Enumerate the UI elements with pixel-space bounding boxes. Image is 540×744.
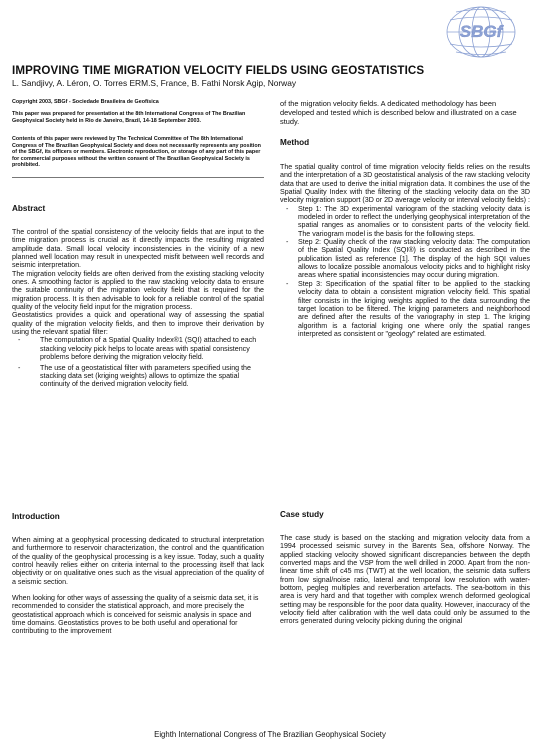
case-study-heading: Case study <box>280 510 324 519</box>
introduction-heading: Introduction <box>12 512 60 521</box>
abstract-bullet-list <box>12 336 264 388</box>
header-divider <box>12 177 264 178</box>
list-item: - Step 2: Quality check of the raw stacking velocity data: The computation of the Spatial Quality Index (SQI®) is conducted as described in the publication listed as reference [1]. The display of the high SQI values allows to localize possible anomalous velocity picks and to highlight risky areas where spatial inconsistencies may occur during migration. <box>286 238 530 280</box>
intro-continuation-text: of the migration velocity fields. A dedicated methodology has been developed and tested which is described below and illustrated on a case study. <box>280 99 517 126</box>
abstract-heading: Abstract <box>12 204 46 213</box>
list-item: - The use of a geostatistical filter with parameters specified using the stacking data set (kriging weights) allows to optimize the spatial continuity of the derived migration velocity field. <box>18 363 251 389</box>
bullet-text: The computation of a Spatial Quality Index®1 (SQI) attached to each stacking velocity pick helps to locate areas with spatial consistency problems before deriving the migration velocity field. <box>40 336 257 362</box>
method-paragraph: The spatial quality control of time migration velocity fields relies on the results and the interpretation of a 3D geostatistical analysis of the raw stacking velocity data that are used to derive the initial migration data. It combines the use of the Spatial Quality Index with the filtering of the stacking velocity data on the 3D velocity migration support (3D or 2D average velocity or interval velocity fields) : <box>280 163 530 205</box>
list-item: - The computation of a Spatial Quality Index®1 (SQI) attached to each stacking velocity pick helps to locate areas with spatial consistency problems before deriving the migration velocity field. <box>18 336 257 362</box>
method-steps-list <box>280 205 530 339</box>
copyright-notice: Copyright 2003, SBGf - Sociedade Brasileira de Geofísica <box>12 99 159 105</box>
list-item: - Step 1: The 3D experimental variogram of the stacking velocity data is modeled in order to reflect the underlying geophysical interpretation of the spatial ranges as anomalies or to consistent parts of the velocity field. The variogram model is the basis for the following steps. <box>286 204 530 238</box>
abstract-body <box>12 228 264 389</box>
paper-title: IMPROVING TIME MIGRATION VELOCITY FIELDS USING GEOSTATISTICS <box>12 64 425 77</box>
abstract-paragraph: Geostatistics provides a quick and operational way of assessing the spatial quality of the migration velocity fields, and then to improve their derivation by using the relevant spatial filter: <box>12 311 264 337</box>
page-footer: Eighth International Congress of The Brazilian Geophysical Society <box>154 730 386 739</box>
step-text: Step 3: Specification of the spatial filter to be applied to the stacking velocity data to obtain a consistent migration velocity field. This spatial filter consists in the kriging weights applied to the data surrounding the target location to be filtered. The kriging parameters and neighborhood are defined after the results of the variography in step 1. The kriging algorithm is a factorial kriging one where only the spatial ranges interpreted as consistent or "geology" related are estimated. <box>298 279 530 338</box>
sbgf-globe-logo <box>440 4 522 60</box>
case-study-paragraph: The case study is based on the stacking and migration velocity data from a 1994 processed seismic survey in the Barents Sea, offshore Norway. The applied stacking velocity showed significant discrepancies between the depth converted maps and the VSP from the well drilled in 2000. Apart from the non-linear time shift of c45 ms (TWT) at the well location, the seismic data suffers from low signal/noise ratio, lateral and temporal low resolution with water-bottom, pegleg multiples and reverberation artefacts. The sea-bottom in this area is very hard and that together with complex wrench deformed geological setting may be responsible for the poor data quality. However, inaccuracy of the velocity field after calibration with the well data could only be assumed to the errors generated during velocity picking during the original <box>280 534 530 626</box>
step-text: Step 2: Quality check of the raw stacking velocity data: The computation of the Spatial Quality Index (SQI®) is conducted as described in the publication listed as reference [1]. The display of the high SQI values allows to localize possible anomalous velocity picks and to highlight risky areas where spatial inconsistencies may occur during migration. <box>298 238 530 280</box>
method-heading: Method <box>280 138 310 147</box>
logo-text: SBGf <box>459 22 503 41</box>
abstract-paragraph: The migration velocity fields are often derived from the existing stacking velocity ones. A smoothing factor is applied to the raw stacking velocity data to ensure the suitable continuity of the migration velocity field that is required for the migration process. It is then advisable to look for a reliable control of the spatial quality of the velocity field input for the migration process. <box>12 269 264 312</box>
abstract-paragraph: The control of the spatial consistency of the velocity fields that are input to the time migration process is crucial as it directly impacts the resulting migrated amplitude data. Small local velocity inconsistencies in the vicinity of a new planned well location may result in unexpected misfit between well records and seismic interpretation. <box>12 228 264 270</box>
case-study-body <box>280 534 530 626</box>
bullet-text: The use of a geostatistical filter with parameters specified using the stacking data set (kriging weights) allows to optimize the spatial continuity of the derived migration velocity field. <box>40 363 251 389</box>
introduction-body <box>12 536 264 636</box>
step-text: Step 1: The 3D experimental variogram of the stacking velocity data is modeled in order to reflect the underlying geophysical interpretation of the spatial ranges as anomalies or to consistent parts of the velocity field. The variogram model is the basis for the following steps. <box>298 204 530 238</box>
intro-continuation <box>280 100 530 126</box>
introduction-paragraph: When looking for other ways of assessing the quality of a seismic data set, it is recommended to consider the statistical approach, and more precisely the geostatistical approach which is conceived for seismic analysis in space and time domains. Geostatistics proves to be both useful and operational for contributing to the improvement <box>12 594 259 636</box>
preparation-note: This paper was prepared for presentation at the 8th International Congress of The Brazilian Geophysical Society held in Rio de Janeiro, Brazil, 14-18 September 2003. <box>12 111 246 124</box>
method-body <box>280 163 530 338</box>
list-item: - Step 3: Specification of the spatial filter to be applied to the stacking velocity data to obtain a consistent migration velocity field. This spatial filter consists in the kriging weights applied to the data surrounding the target location to be filtered. The kriging parameters and neighborhood are defined after the results of the variography in step 1. The kriging algorithm is a factorial kriging one where only the spatial ranges interpreted as consistent or "geology" related are estimated. <box>286 279 530 338</box>
introduction-paragraph: When aiming at a geophysical processing dedicated to structural interpretation and furthermore to reservoir characterization, the control and the quantification of the quality of the geophysical processing is a key issue. Today, such a quality control heavily relies either on criteria internal to the processing itself that lack objectivity or on qualitative ones such as the visual appreciation of the quality of a seismic section. <box>12 536 264 586</box>
review-note: Contents of this paper were reviewed by The Technical Committee of The 8th International Congress of The Brazilian Geophysical Society and does not necessarily represents any position of the SBGf, its officers or members. Electronic reproduction, or storage of any part of this paper for commercial purposes without the written consent of The Brazilian Geophysical Society is prohibited. <box>12 136 261 169</box>
paper-authors: L. Sandjivy, A. Léron, O. Torres ERM.S, France, B. Fathi Norsk Agip, Norway <box>12 78 297 88</box>
